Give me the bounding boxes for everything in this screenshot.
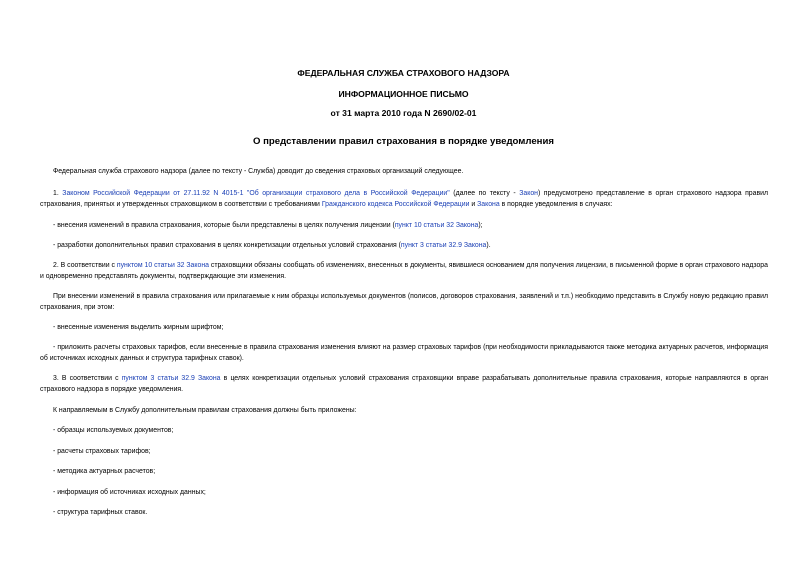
law-4015-1-link[interactable]: Законом Российской Федерации от 27.11.92 N 4015-1 "Об организации страхового дела в Российской Федерации" bbox=[62, 190, 450, 197]
law-short-link[interactable]: Закон bbox=[519, 190, 538, 197]
p4-text-2: в целях конкретизации отдельных условий страхования страховщики вправе разрабатывать дополнительные правила страхования, которые направляются в орган страхового надзора в порядке уведомления. bbox=[40, 375, 768, 393]
paragraph-1 bbox=[40, 188, 768, 210]
bullet-3 bbox=[40, 322, 768, 333]
list-item-text: - информация об источниках исходных данных; bbox=[53, 489, 206, 496]
bullet-1 bbox=[40, 220, 768, 231]
intro-paragraph bbox=[40, 166, 768, 177]
list-item-text: - методика актуарных расчетов; bbox=[53, 468, 156, 475]
list-item bbox=[40, 466, 768, 477]
list-item bbox=[40, 425, 768, 436]
p1-prefix: 1. bbox=[53, 190, 63, 197]
paragraph-3 bbox=[40, 291, 768, 313]
list-item bbox=[40, 446, 768, 457]
paragraph-2 bbox=[40, 260, 768, 282]
civil-code-link[interactable]: Гражданского кодекса Российской Федерации bbox=[321, 201, 470, 208]
p2-text-2: страховщики обязаны сообщать об изменениях, внесенных в документы, явившиеся основанием для получения лицензии, в письменной форме в орган страхового надзора и одновременно представлять документы, подтверждающие эти изменения. bbox=[40, 262, 768, 280]
bullet-2 bbox=[40, 240, 768, 251]
paragraph-4 bbox=[40, 373, 768, 395]
list-item bbox=[40, 507, 768, 518]
article-32-p10-link-2[interactable]: пунктом 10 статьи 32 Закона bbox=[116, 262, 209, 269]
list-item-text: - расчеты страховых тарифов; bbox=[53, 448, 151, 455]
p5-text: К направляемым в Службу дополнительным правилам страхования должны быть приложены: bbox=[53, 407, 357, 414]
article-32-9-p3-link[interactable]: пункт 3 статьи 32.9 Закона bbox=[400, 242, 487, 249]
date-number-heading: от 31 марта 2010 года N 2690/02-01 bbox=[330, 108, 477, 118]
document-title: О представлении правил страхования в порядке уведомления bbox=[253, 136, 554, 147]
bullet-3-text: - внесенные изменения выделить жирным шрифтом; bbox=[53, 324, 224, 331]
list-item-text: - образцы используемых документов; bbox=[53, 427, 174, 434]
intro-text: Федеральная служба страхового надзора (далее по тексту - Служба) доводит до сведения страховых организаций следующее. bbox=[53, 168, 464, 175]
bullet-4 bbox=[40, 342, 768, 364]
p1-text-1: (далее по тексту - bbox=[449, 190, 520, 197]
paragraph-5 bbox=[40, 405, 768, 416]
article-32-9-p3-link-2[interactable]: пунктом 3 статьи 32.9 Закона bbox=[121, 375, 221, 382]
bullet-1-text: - внесения изменений в правила страхования, которые были представлены в целях получения лицензии ( bbox=[53, 222, 395, 229]
bullet-1-tail: ); bbox=[478, 222, 483, 229]
p2-text-1: 2. В соответствии с bbox=[53, 262, 117, 269]
bullet-2-text: - разработки дополнительных правил страхования в целях конкретизации отдельных условий страхования ( bbox=[53, 242, 401, 249]
p1-text-2: ) предусмотрено представление в орган страхового надзора правил страхования, принятых и утвержденных страховщиком в соответствии с требованиями bbox=[40, 190, 768, 208]
p4-text-1: 3. В соответствии с bbox=[53, 375, 122, 382]
law-link-2[interactable]: Закона bbox=[477, 201, 500, 208]
bullet-2-tail: ). bbox=[486, 242, 491, 249]
agency-heading: ФЕДЕРАЛЬНАЯ СЛУЖБА СТРАХОВОГО НАДЗОРА bbox=[297, 68, 510, 78]
p1-text-4: в порядке уведомления в случаях: bbox=[499, 201, 613, 208]
p1-text-3: и bbox=[469, 201, 478, 208]
list-item-text: - структура тарифных ставок. bbox=[53, 509, 148, 516]
bullet-4-text: - приложить расчеты страховых тарифов, если внесенные в правила страхования изменения влияют на размер страховых тарифов (при необходимости прикладываются также методика актуарных расчетов, информация об источниках исходных данных и структура тарифных ставок). bbox=[40, 344, 768, 362]
p3-text: При внесении изменений в правила страхования или прилагаемые к ним образцы используемых документов (полисов, договоров страхования, заявлений и т.п.) необходимо представить в Службу новую редакцию правил страхования, при этом: bbox=[40, 293, 768, 311]
document-type-heading: ИНФОРМАЦИОННОЕ ПИСЬМО bbox=[338, 89, 469, 99]
article-32-p10-link[interactable]: пункт 10 статьи 32 Закона bbox=[394, 222, 479, 229]
list-item bbox=[40, 487, 768, 498]
